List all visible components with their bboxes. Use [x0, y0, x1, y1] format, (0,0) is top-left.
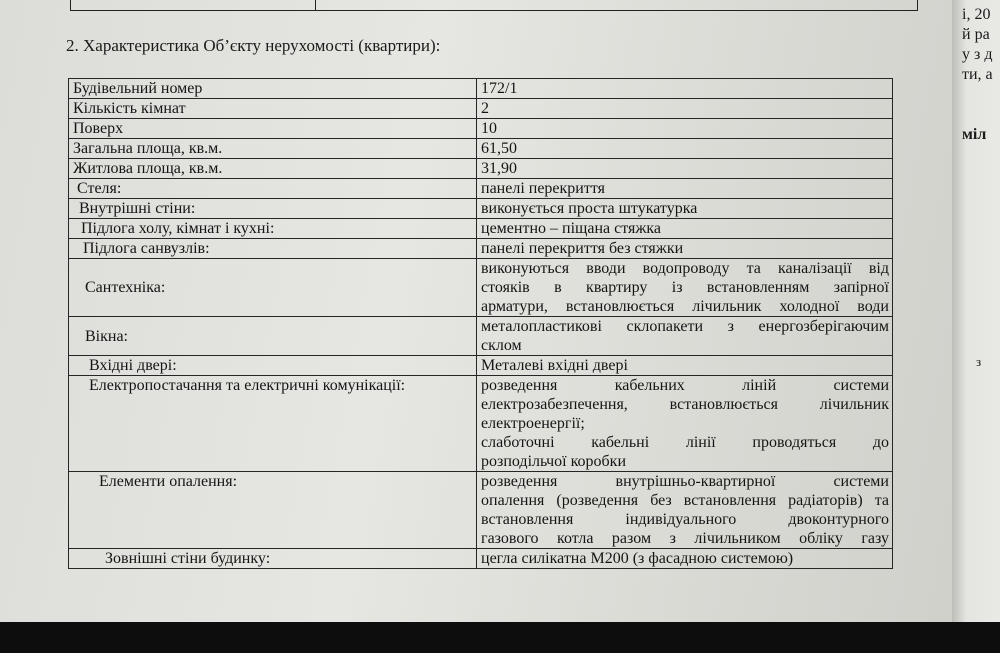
cell-divider: [315, 0, 316, 10]
previous-row-label: [83, 0, 244, 1]
value-line: 61,50: [481, 140, 517, 157]
table-row: [69, 376, 893, 472]
row-value: [477, 549, 893, 569]
table-row: [69, 472, 893, 549]
value-line: виконується проста штукатурка: [481, 200, 698, 217]
table-row: [69, 239, 893, 259]
row-label: Зовнішні стіни будинку:: [69, 549, 477, 569]
row-value: [477, 99, 893, 119]
row-value: [477, 376, 893, 472]
row-value: [477, 119, 893, 139]
table-row: [69, 79, 893, 99]
row-label: Будівельний номер: [69, 79, 477, 99]
table-row: [69, 356, 893, 376]
table-row: [69, 179, 893, 199]
value-line: 10: [481, 120, 497, 137]
value-line: Металеві вхідні двері: [481, 357, 628, 374]
row-label: Підлога санвузлів:: [69, 239, 477, 259]
row-value: [477, 239, 893, 259]
value-line: опалення (розведення без встановлення радіаторів) та: [481, 492, 889, 509]
row-value: [477, 356, 893, 376]
value-line: розведення кабельних ліній системи: [481, 377, 889, 394]
row-label: Сантехніка:: [69, 259, 477, 317]
facing-text-fragment: з: [976, 354, 982, 369]
row-label: Електропостачання та електричні комунікації:: [69, 376, 477, 472]
value-line: склом: [481, 337, 522, 354]
value-line: електрозабезпечення, встановлюється лічильник: [481, 396, 889, 413]
row-value: [477, 199, 893, 219]
row-label: Житлова площа, кв.м.: [69, 159, 477, 179]
row-value: [477, 317, 893, 356]
table-row: [69, 119, 893, 139]
property-spec-table: [68, 78, 893, 569]
value-line: арматури, встановлюється лічильник холодної води: [481, 298, 889, 315]
row-label: Вікна:: [69, 317, 477, 356]
facing-text-fragment: й ра: [962, 26, 990, 43]
row-value: [477, 159, 893, 179]
previous-table-row: [70, 0, 918, 11]
row-value: [477, 179, 893, 199]
value-line: електроенергії;: [481, 415, 585, 432]
row-value: [477, 219, 893, 239]
row-label: Внутрішні стіни:: [69, 199, 477, 219]
value-line: панелі перекриття: [481, 180, 605, 197]
facing-text-fragment: і, 20: [962, 6, 991, 23]
row-label: Стеля:: [69, 179, 477, 199]
row-value: [477, 79, 893, 99]
facing-page-edge: [952, 0, 1000, 622]
value-line: стояків в квартиру із встановленням запірної: [481, 279, 889, 296]
row-label: Поверх: [69, 119, 477, 139]
facing-text-fragment: у з д: [962, 46, 993, 63]
facing-text-fragment: ти, а: [962, 66, 993, 83]
value-line: розподільчої коробки: [481, 453, 626, 470]
value-line: встановлення індивідуального двоконтурного: [481, 511, 889, 528]
table-row: [69, 99, 893, 119]
table-row: [69, 159, 893, 179]
row-label: Підлога холу, кімнат і кухні:: [69, 219, 477, 239]
row-label: Кількість кімнат: [69, 99, 477, 119]
table-row: [69, 199, 893, 219]
table-row: [69, 549, 893, 569]
row-label: Загальна площа, кв.м.: [69, 139, 477, 159]
table-row: [69, 139, 893, 159]
value-line: 31,90: [481, 160, 517, 177]
spec-table-body: [69, 79, 893, 569]
row-label: Елементи опалення:: [69, 472, 477, 549]
value-line: 2: [481, 100, 489, 117]
table-row: [69, 259, 893, 317]
value-line: газового котла разом з лічильником обліку газу: [481, 530, 889, 547]
value-line: металопластикові склопакети з енергозберігаючим: [481, 318, 889, 335]
value-line: панелі перекриття без стяжки: [481, 240, 684, 257]
value-line: 172/1: [481, 80, 518, 97]
table-row: [69, 219, 893, 239]
row-label: Вхідні двері:: [69, 356, 477, 376]
facing-text-fragment: міл: [962, 126, 987, 143]
value-line: цегла силікатна М200 (з фасадною системою): [481, 550, 794, 567]
section-heading: 2. Характеристика Об’єкту нерухомості (квартири):: [66, 36, 441, 55]
value-line: виконуються вводи водопроводу та каналізації від: [481, 260, 889, 277]
value-line: слаботочні кабельні лінії проводяться до: [481, 434, 889, 451]
value-line: цементно – піщана стяжка: [481, 220, 662, 237]
table-row: [69, 317, 893, 356]
row-value: [477, 139, 893, 159]
row-value: [477, 259, 893, 317]
value-line: розведення внутрішньо-квартирної системи: [481, 473, 889, 490]
row-value: [477, 472, 893, 549]
